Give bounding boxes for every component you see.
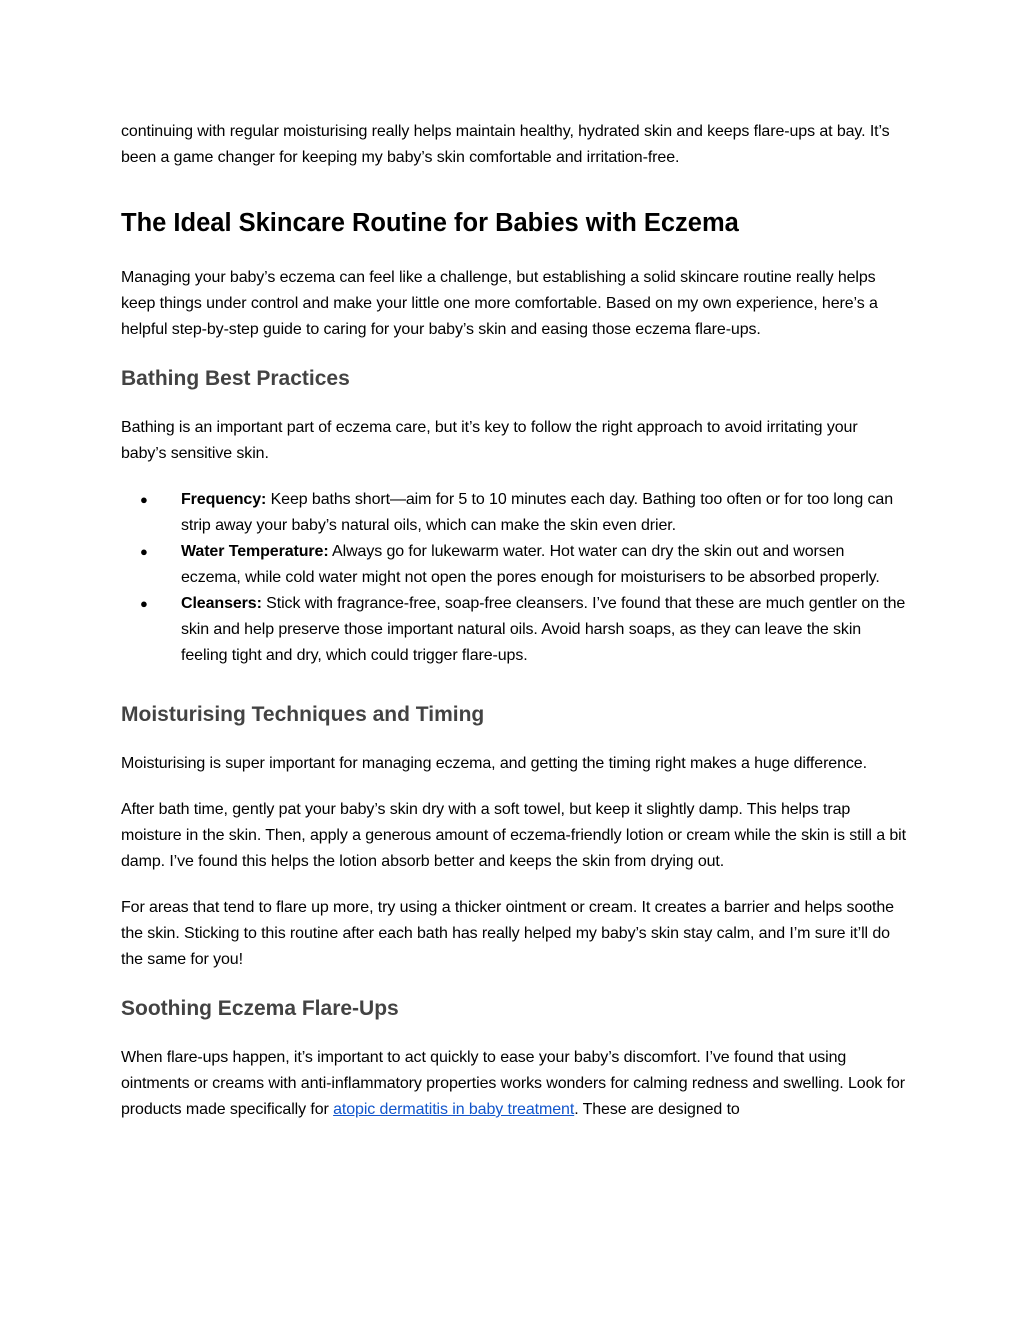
bullet-text: Always go for lukewarm water. Hot water can dry the skin out and worsen eczema, while cold water might not open the pores enough for moisturisers to be absorbed properly.	[181, 543, 880, 586]
bathing-paragraph: Bathing is an important part of eczema care, but it’s key to follow the right approach to avoid irritating your baby’s sensitive skin.	[121, 419, 858, 462]
bullet-term: Frequency:	[181, 491, 267, 508]
main-heading: The Ideal Skincare Routine for Babies with Eczema	[121, 209, 739, 237]
moisturising-paragraph-3: For areas that tend to flare up more, try using a thicker ointment or cream. It creates a barrier and helps soothe the skin. Sticking to this routine after each bath has really helped my baby’s skin stay calm, and I’m sure it’ll do the same for you!	[121, 899, 894, 968]
soothing-text-after-link: . These are designed to	[574, 1101, 740, 1118]
soothing-text-before-link: When flare-ups happen, it’s important to act quickly to ease your baby’s discomfort. I’ve found that using ointments or creams with anti-inflammatory properties works wonders for calming redness and swelling. Look for products made specifically for	[121, 1049, 905, 1118]
bathing-heading: Bathing Best Practices	[121, 367, 350, 390]
atopic-dermatitis-link[interactable]: atopic dermatitis in baby treatment	[333, 1101, 575, 1118]
bullet-icon: ●	[140, 544, 148, 559]
bullet-text: Stick with fragrance-free, soap-free cleansers. I’ve found that these are much gentler on the skin and help preserve those important natural oils. Avoid harsh soaps, as they can leave the skin feeling tight and dry, which could trigger flare-ups.	[181, 595, 906, 664]
list-item	[121, 539, 907, 591]
bullet-term: Cleansers:	[181, 595, 262, 612]
intro-paragraph: continuing with regular moisturising really helps maintain healthy, hydrated skin and keeps flare-ups at bay. It’s been a game changer for keeping my baby’s skin comfortable and irritation-free.	[121, 123, 890, 166]
moisturising-paragraph-2: After bath time, gently pat your baby’s skin dry with a soft towel, but keep it slightly damp. This helps trap moisture in the skin. Then, apply a generous amount of eczema-friendly lotion or cream while the skin is still a bit damp. I’ve found this helps the lotion absorb better and keeps the skin from drying out.	[121, 801, 906, 870]
document-page	[121, 119, 907, 1123]
moisturising-heading: Moisturising Techniques and Timing	[121, 703, 485, 726]
bullet-term: Water Temperature:	[181, 543, 329, 560]
soothing-paragraph	[121, 1045, 907, 1123]
list-item	[121, 591, 907, 669]
moisturising-paragraph-1: Moisturising is super important for managing eczema, and getting the timing right makes a huge difference.	[121, 755, 867, 772]
bullet-icon: ●	[140, 492, 148, 507]
bathing-bullet-list	[121, 487, 907, 669]
soothing-heading: Soothing Eczema Flare-Ups	[121, 997, 399, 1020]
bullet-icon: ●	[140, 596, 148, 611]
bullet-text: Keep baths short—aim for 5 to 10 minutes each day. Bathing too often or for too long can strip away your baby’s natural oils, which can make the skin even drier.	[181, 491, 893, 534]
main-paragraph: Managing your baby’s eczema can feel like a challenge, but establishing a solid skincare routine really helps keep things under control and make your little one more comfortable. Based on my own experience, here’s a helpful step-by-step guide to caring for your baby’s skin and easing those eczema flare-ups.	[121, 269, 878, 338]
list-item	[121, 487, 907, 539]
